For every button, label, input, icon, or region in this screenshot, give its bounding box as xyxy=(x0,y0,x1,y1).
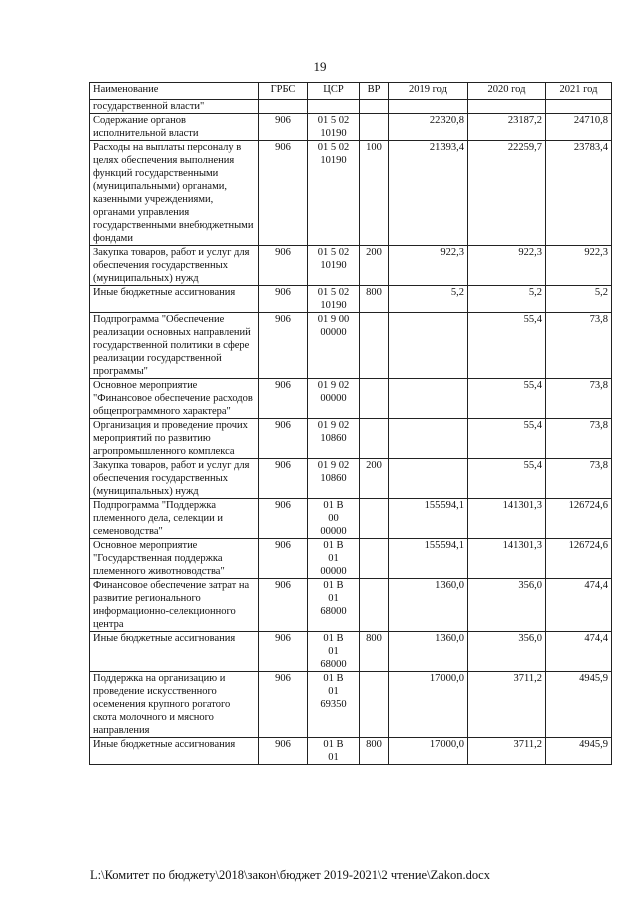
cell-csr-text: 01 5 02 10190 xyxy=(317,247,350,271)
cell-vr-text: 800 xyxy=(366,287,382,298)
cell-name-text: Основное мероприятие "Финансовое обеспечение расходов общепрограммного характера" xyxy=(93,380,253,417)
cell-name xyxy=(90,579,259,632)
cell-grbs xyxy=(259,539,308,579)
cell-y2019-text: 155594,1 xyxy=(424,540,464,551)
cell-y2019 xyxy=(389,459,468,499)
cell-csr-text: 01 В 01 00000 xyxy=(320,540,347,577)
cell-csr-text: 01 В 01 69350 xyxy=(320,673,347,710)
cell-grbs-text: 906 xyxy=(275,380,291,391)
cell-name xyxy=(90,100,259,114)
cell-grbs-text: 906 xyxy=(275,247,291,258)
table-row xyxy=(90,379,612,419)
cell-vr xyxy=(360,738,389,765)
cell-csr xyxy=(308,738,360,765)
cell-y2021 xyxy=(546,313,612,379)
cell-grbs-text: 906 xyxy=(275,314,291,325)
cell-csr xyxy=(308,539,360,579)
cell-csr xyxy=(308,632,360,672)
cell-name xyxy=(90,286,259,313)
cell-y2021 xyxy=(546,672,612,738)
cell-name-text: Финансовое обеспечение затрат на развитие регионального информационно-селекционного центра xyxy=(93,580,250,630)
table-header-row xyxy=(90,83,612,100)
cell-grbs-text: 906 xyxy=(275,633,291,644)
cell-name xyxy=(90,379,259,419)
cell-y2021 xyxy=(546,419,612,459)
cell-name xyxy=(90,499,259,539)
cell-y2021-text: 126724,6 xyxy=(568,540,608,551)
cell-y2021-text: 922,3 xyxy=(584,247,608,258)
cell-y2021-text: 23783,4 xyxy=(573,142,608,153)
cell-name xyxy=(90,539,259,579)
cell-vr xyxy=(360,100,389,114)
cell-y2020-text: 55,4 xyxy=(523,420,542,431)
cell-name-text: государственной власти" xyxy=(93,101,205,112)
cell-y2019 xyxy=(389,286,468,313)
cell-csr-text: 01 В 00 00000 xyxy=(320,500,347,537)
cell-grbs xyxy=(259,499,308,539)
cell-csr xyxy=(308,114,360,141)
cell-y2020-text: 55,4 xyxy=(523,460,542,471)
cell-grbs xyxy=(259,632,308,672)
cell-vr-text: 200 xyxy=(366,460,382,471)
header-2019: 2019 год xyxy=(389,83,468,100)
table-row xyxy=(90,632,612,672)
cell-grbs xyxy=(259,738,308,765)
cell-vr xyxy=(360,313,389,379)
cell-name-text: Расходы на выплаты персоналу в целях обеспечения выполнения функций государственными (муниципальными) органами, казенными учреждениями, органами управления государственными внебюджетными фондами xyxy=(93,142,254,244)
cell-csr xyxy=(308,246,360,286)
cell-name-text: Поддержка на организацию и проведение искусственного осеменения крупного рогатого скота молочного и мясного направления xyxy=(93,673,231,736)
cell-y2019-text: 17000,0 xyxy=(429,673,464,684)
table-row xyxy=(90,499,612,539)
cell-y2020-text: 3711,2 xyxy=(513,739,542,750)
cell-y2021 xyxy=(546,141,612,246)
cell-y2020 xyxy=(468,672,546,738)
cell-y2021 xyxy=(546,579,612,632)
cell-csr-text: 01 В 01 xyxy=(323,739,344,763)
cell-grbs xyxy=(259,114,308,141)
cell-y2021 xyxy=(546,459,612,499)
cell-vr xyxy=(360,579,389,632)
cell-grbs xyxy=(259,419,308,459)
cell-grbs xyxy=(259,579,308,632)
cell-name-text: Содержание органов исполнительной власти xyxy=(93,115,199,139)
table-row xyxy=(90,419,612,459)
cell-y2019-text: 1360,0 xyxy=(435,633,464,644)
cell-csr xyxy=(308,499,360,539)
cell-name xyxy=(90,419,259,459)
cell-y2019 xyxy=(389,379,468,419)
cell-y2020-text: 141301,3 xyxy=(502,540,542,551)
cell-csr-text: 01 5 02 10190 xyxy=(317,142,350,166)
cell-name xyxy=(90,313,259,379)
cell-grbs xyxy=(259,379,308,419)
cell-y2021 xyxy=(546,286,612,313)
cell-y2020 xyxy=(468,379,546,419)
table-row xyxy=(90,114,612,141)
cell-y2020-text: 5,2 xyxy=(528,287,542,298)
cell-vr xyxy=(360,114,389,141)
cell-y2021-text: 5,2 xyxy=(594,287,608,298)
cell-y2019-text: 17000,0 xyxy=(429,739,464,750)
cell-grbs xyxy=(259,459,308,499)
cell-grbs xyxy=(259,313,308,379)
cell-y2021-text: 474,4 xyxy=(584,580,608,591)
cell-name xyxy=(90,672,259,738)
cell-grbs-text: 906 xyxy=(275,287,291,298)
cell-csr xyxy=(308,459,360,499)
cell-grbs-text: 906 xyxy=(275,673,291,684)
cell-y2021-text: 73,8 xyxy=(589,314,608,325)
table-row xyxy=(90,579,612,632)
cell-y2019-text: 21393,4 xyxy=(429,142,464,153)
cell-y2020 xyxy=(468,579,546,632)
cell-y2019 xyxy=(389,313,468,379)
cell-grbs-text: 906 xyxy=(275,420,291,431)
cell-y2020 xyxy=(468,313,546,379)
cell-csr-text: 01 9 02 10860 xyxy=(317,420,350,444)
cell-y2020 xyxy=(468,419,546,459)
cell-csr-text: 01 9 02 10860 xyxy=(317,460,350,484)
cell-vr xyxy=(360,499,389,539)
budget-table xyxy=(89,82,612,765)
cell-name-text: Иные бюджетные ассигнования xyxy=(93,633,236,644)
cell-vr xyxy=(360,632,389,672)
cell-y2021-text: 126724,6 xyxy=(568,500,608,511)
page-number: 19 xyxy=(313,59,327,74)
cell-y2019 xyxy=(389,499,468,539)
cell-y2021-text: 73,8 xyxy=(589,460,608,471)
header-csr: ЦСР xyxy=(308,83,360,100)
table-row xyxy=(90,313,612,379)
cell-y2021 xyxy=(546,246,612,286)
cell-name-text: Закупка товаров, работ и услуг для обеспечения государственных (муниципальных) нужд xyxy=(93,247,250,284)
cell-name-text: Подпрограмма "Обеспечение реализации основных направлений государственной политики в сфере реализации государственной программы" xyxy=(93,314,251,377)
cell-y2019 xyxy=(389,141,468,246)
cell-vr xyxy=(360,286,389,313)
cell-csr-text: 01 9 02 00000 xyxy=(317,380,350,404)
cell-vr xyxy=(360,539,389,579)
cell-csr-text: 01 5 02 10190 xyxy=(317,115,350,139)
cell-csr-text: 01 5 02 10190 xyxy=(317,287,350,311)
cell-y2019 xyxy=(389,579,468,632)
cell-y2020-text: 22259,7 xyxy=(507,142,542,153)
table-row xyxy=(90,286,612,313)
cell-name xyxy=(90,141,259,246)
cell-grbs-text: 906 xyxy=(275,500,291,511)
cell-y2020-text: 55,4 xyxy=(523,314,542,325)
cell-name-text: Основное мероприятие "Государственная поддержка племенного животноводства" xyxy=(93,540,225,577)
table-row xyxy=(90,246,612,286)
table-row xyxy=(90,141,612,246)
table-row xyxy=(90,738,612,765)
cell-y2019 xyxy=(389,672,468,738)
cell-csr xyxy=(308,100,360,114)
cell-csr-text: 01 В 01 68000 xyxy=(320,580,347,617)
cell-vr-text: 800 xyxy=(366,739,382,750)
cell-y2019-text: 922,3 xyxy=(440,247,464,258)
cell-y2020-text: 3711,2 xyxy=(513,673,542,684)
cell-y2020-text: 356,0 xyxy=(518,633,542,644)
cell-y2021-text: 4945,9 xyxy=(579,739,608,750)
header-name: Наименование xyxy=(90,83,259,100)
cell-name-text: Иные бюджетные ассигнования xyxy=(93,739,236,750)
cell-y2021 xyxy=(546,100,612,114)
cell-y2020 xyxy=(468,539,546,579)
cell-grbs xyxy=(259,141,308,246)
cell-vr xyxy=(360,459,389,499)
header-2021: 2021 год xyxy=(546,83,612,100)
cell-vr xyxy=(360,141,389,246)
cell-vr xyxy=(360,379,389,419)
cell-grbs-text: 906 xyxy=(275,460,291,471)
cell-y2021 xyxy=(546,379,612,419)
cell-vr xyxy=(360,246,389,286)
header-grbs: ГРБС xyxy=(259,83,308,100)
cell-y2021-text: 4945,9 xyxy=(579,673,608,684)
cell-y2021 xyxy=(546,632,612,672)
cell-y2020 xyxy=(468,100,546,114)
cell-y2021 xyxy=(546,738,612,765)
cell-y2021 xyxy=(546,539,612,579)
cell-y2020 xyxy=(468,286,546,313)
cell-name-text: Иные бюджетные ассигнования xyxy=(93,287,236,298)
cell-name xyxy=(90,114,259,141)
cell-y2019 xyxy=(389,114,468,141)
cell-csr-text: 01 9 00 00000 xyxy=(317,314,350,338)
table-row xyxy=(90,672,612,738)
cell-grbs xyxy=(259,286,308,313)
cell-y2021-text: 73,8 xyxy=(589,380,608,391)
cell-y2020-text: 356,0 xyxy=(518,580,542,591)
cell-y2020-text: 141301,3 xyxy=(502,500,542,511)
table-row xyxy=(90,100,612,114)
cell-y2021 xyxy=(546,499,612,539)
cell-name xyxy=(90,738,259,765)
cell-vr-text: 200 xyxy=(366,247,382,258)
cell-y2021-text: 474,4 xyxy=(584,633,608,644)
cell-y2019 xyxy=(389,419,468,459)
cell-name xyxy=(90,459,259,499)
cell-name xyxy=(90,632,259,672)
cell-y2019-text: 1360,0 xyxy=(435,580,464,591)
cell-y2019 xyxy=(389,100,468,114)
cell-vr xyxy=(360,672,389,738)
cell-y2020 xyxy=(468,459,546,499)
table-row xyxy=(90,539,612,579)
cell-csr xyxy=(308,579,360,632)
cell-y2020 xyxy=(468,499,546,539)
cell-y2021-text: 73,8 xyxy=(589,420,608,431)
cell-grbs-text: 906 xyxy=(275,540,291,551)
cell-vr xyxy=(360,419,389,459)
cell-vr-text: 800 xyxy=(366,633,382,644)
cell-y2019 xyxy=(389,632,468,672)
cell-grbs xyxy=(259,672,308,738)
cell-name xyxy=(90,246,259,286)
cell-grbs-text: 906 xyxy=(275,739,291,750)
cell-y2019-text: 22320,8 xyxy=(429,115,464,126)
cell-csr xyxy=(308,286,360,313)
cell-y2020 xyxy=(468,141,546,246)
cell-y2019-text: 5,2 xyxy=(450,287,464,298)
cell-y2021 xyxy=(546,114,612,141)
cell-csr xyxy=(308,313,360,379)
cell-grbs-text: 906 xyxy=(275,142,291,153)
cell-csr xyxy=(308,141,360,246)
cell-y2020-text: 55,4 xyxy=(523,380,542,391)
cell-name-text: Организация и проведение прочих мероприятий по развитию агропромышленного комплекса xyxy=(93,420,248,457)
cell-csr xyxy=(308,379,360,419)
table-row xyxy=(90,459,612,499)
header-2020: 2020 год xyxy=(468,83,546,100)
cell-y2020-text: 23187,2 xyxy=(507,115,542,126)
cell-grbs-text: 906 xyxy=(275,580,291,591)
cell-name-text: Подпрограмма "Поддержка племенного дела, селекции и семеноводства" xyxy=(93,500,223,537)
cell-y2020 xyxy=(468,246,546,286)
cell-csr xyxy=(308,672,360,738)
cell-y2019 xyxy=(389,539,468,579)
header-vr: ВР xyxy=(360,83,389,100)
cell-csr-text: 01 В 01 68000 xyxy=(320,633,347,670)
cell-y2019 xyxy=(389,246,468,286)
cell-y2019-text: 155594,1 xyxy=(424,500,464,511)
cell-y2020 xyxy=(468,738,546,765)
cell-y2019 xyxy=(389,738,468,765)
cell-y2021-text: 24710,8 xyxy=(573,115,608,126)
cell-y2020 xyxy=(468,632,546,672)
cell-y2020 xyxy=(468,114,546,141)
cell-name-text: Закупка товаров, работ и услуг для обеспечения государственных (муниципальных) нужд xyxy=(93,460,250,497)
cell-grbs xyxy=(259,100,308,114)
cell-vr-text: 100 xyxy=(366,142,382,153)
cell-grbs-text: 906 xyxy=(275,115,291,126)
cell-grbs xyxy=(259,246,308,286)
cell-y2020-text: 922,3 xyxy=(518,247,542,258)
file-path-footer: L:\Комитет по бюджету\2018\закон\бюджет 2019-2021\2 чтение\Zakon.docx xyxy=(90,868,490,882)
cell-csr xyxy=(308,419,360,459)
